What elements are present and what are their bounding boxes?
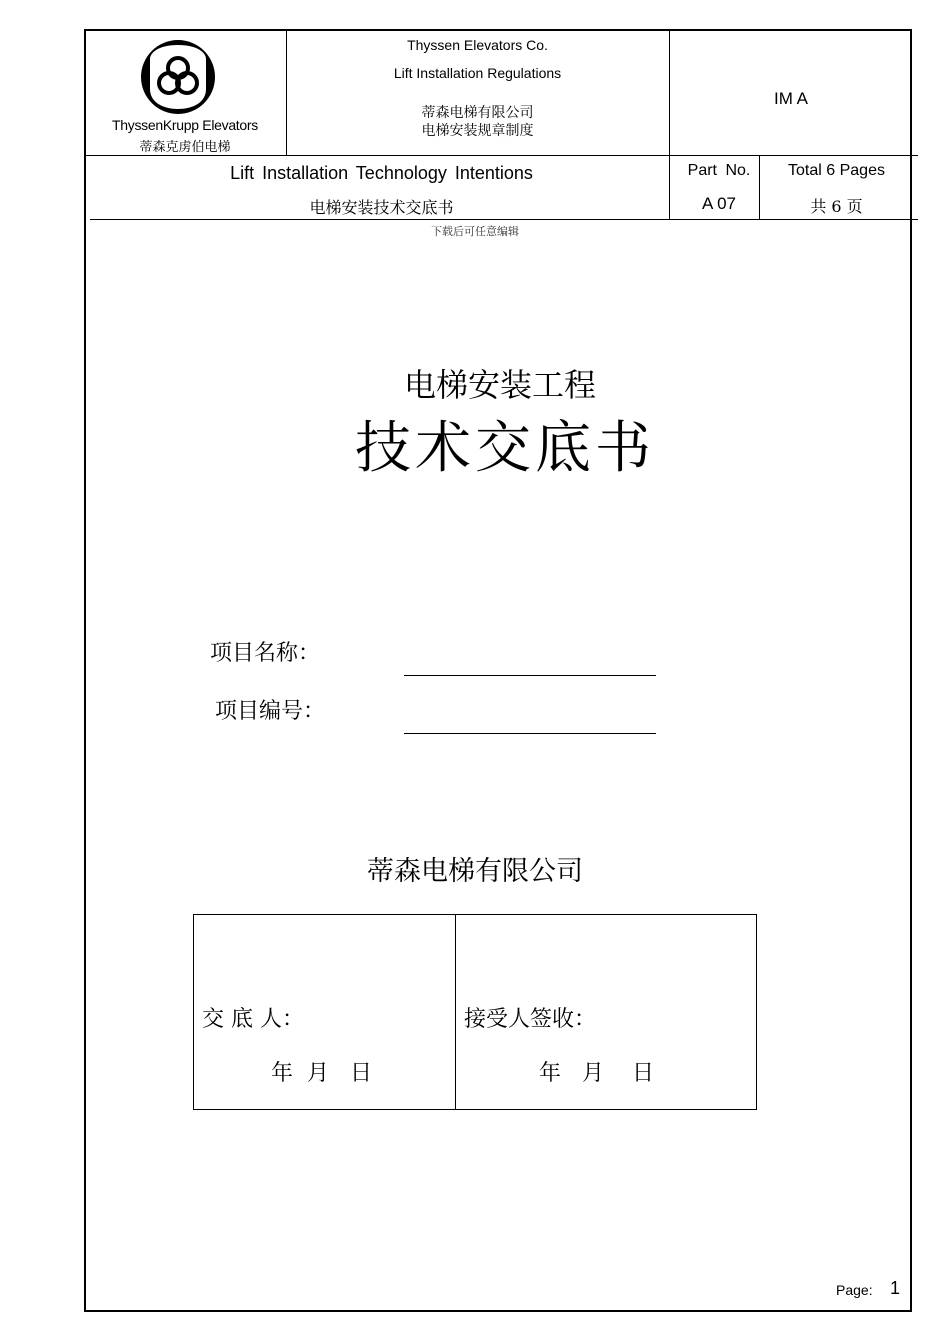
recipient-date: 年 月 日 <box>539 1061 654 1086</box>
regulation-title-en: Lift Installation Regulations <box>393 65 562 81</box>
regulations-cell <box>286 29 669 155</box>
project-name-field[interactable] <box>404 675 656 676</box>
signature-divider <box>455 915 456 1109</box>
signature-table <box>193 914 757 1110</box>
project-number-field[interactable] <box>404 733 656 734</box>
main-subtitle: 电梯安装工程 <box>403 366 596 404</box>
watermark-text: 下载后可任意编辑 <box>431 225 519 238</box>
recipient-signature-label: 接受人签收： <box>464 1007 597 1032</box>
company-name-cn: 蒂森克虏伯电梯 <box>139 139 231 154</box>
document-code-cell <box>669 29 913 155</box>
part-number-label: Part No. <box>687 162 751 179</box>
total-pages-en: Total 6 Pages <box>788 162 885 179</box>
document-title-en: Lift Installation Technology Intentions <box>230 163 533 183</box>
document-header <box>84 29 918 221</box>
total-pages-cn: 共 6 页 <box>810 197 863 216</box>
part-number-value: A 07 <box>701 194 737 213</box>
document-title-cn: 电梯安装技术交底书 <box>309 200 454 217</box>
header-divider <box>90 219 918 220</box>
company-name-en: ThyssenKrupp Elevators <box>112 117 258 133</box>
project-number-label: 项目编号： <box>215 699 326 724</box>
company-name: 蒂森电梯有限公司 <box>367 856 583 887</box>
regulation-company-cn: 蒂森电梯有限公司 <box>421 104 534 120</box>
handover-date: 年 月 日 <box>271 1061 372 1086</box>
regulation-company: Thyssen Elevators Co. <box>407 37 548 53</box>
thyssenkrupp-logo-icon <box>140 39 216 115</box>
main-title: 技术交底书 <box>355 416 655 481</box>
page-label: Page: <box>836 1282 873 1298</box>
title-row <box>84 155 918 219</box>
handover-person-label: 交 底 人： <box>202 1007 304 1032</box>
regulation-title-cn: 电梯安装规章制度 <box>421 122 534 138</box>
project-name-label: 项目名称： <box>210 641 321 666</box>
page-number: 1 <box>890 1278 901 1298</box>
page-frame <box>84 29 912 1312</box>
logo-cell <box>84 29 286 155</box>
document-code: IM A <box>773 89 808 108</box>
